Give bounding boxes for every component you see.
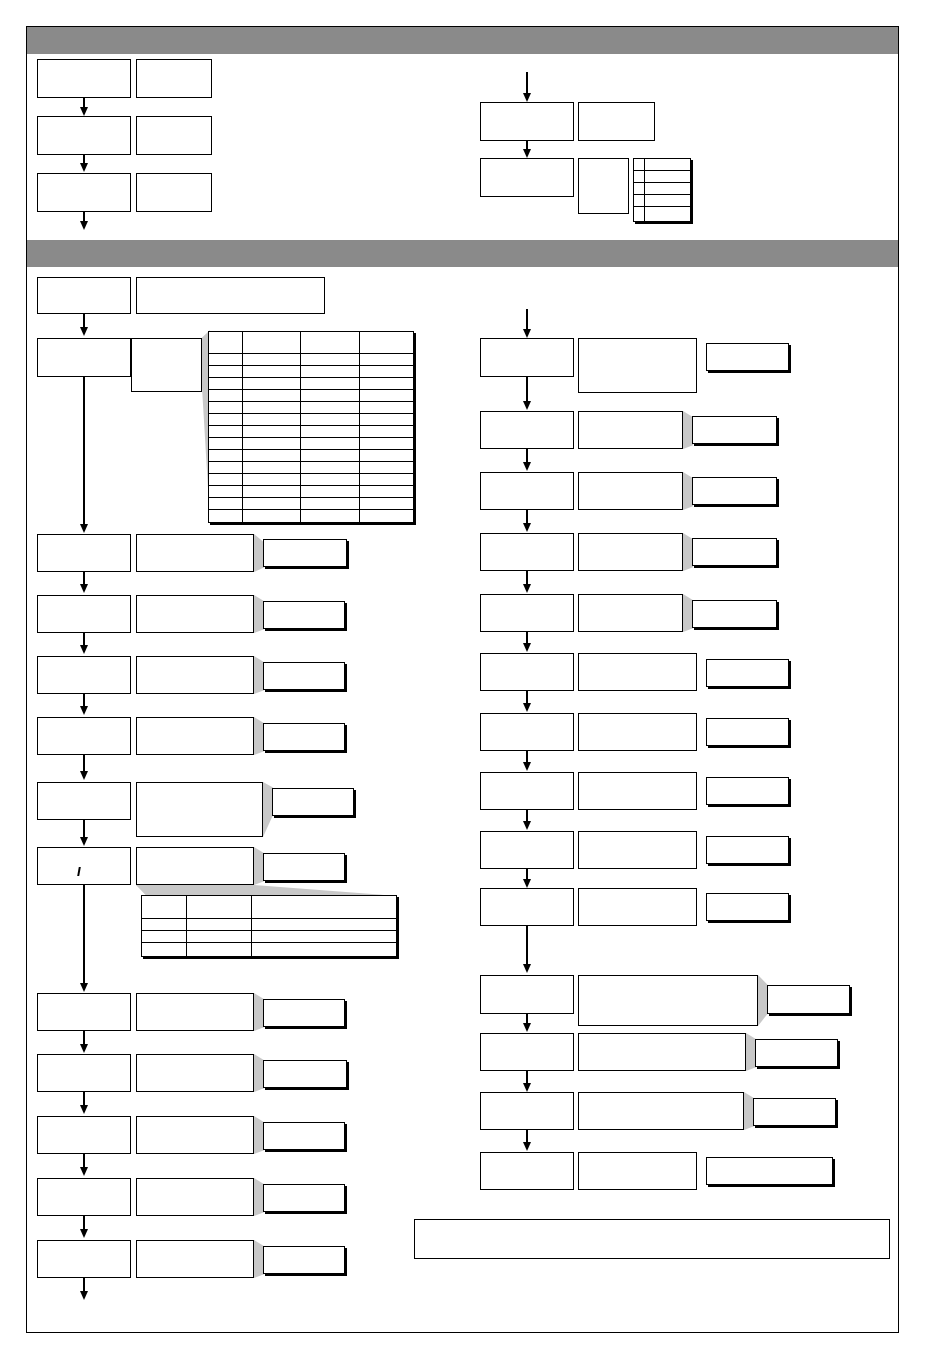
setting-box [692,416,777,444]
flow-step-box [480,472,574,510]
setting-box [263,999,345,1027]
flow-arrowhead [80,1167,88,1176]
option-table-medium [141,895,397,957]
parameter-table-large [208,331,414,523]
flow-step-box [37,717,131,755]
value-box [136,116,212,155]
flow-step-box [37,173,131,212]
flow-step-box [37,534,131,572]
flow-step-box [37,847,131,885]
flow-connector [526,571,528,585]
flow-arrowhead [80,107,88,116]
description-box [136,717,254,755]
description-box [136,782,263,837]
flow-connector [83,314,85,328]
flow-step-box [480,831,574,869]
flow-step-box [480,158,574,197]
flow-arrowhead [523,879,531,888]
flow-arrowhead [80,645,88,654]
flow-arrowhead [80,327,88,336]
value-box [136,173,212,212]
description-box [136,656,254,694]
flow-arrowhead [80,584,88,593]
flow-arrowhead [523,93,531,102]
description-box [136,1240,254,1278]
flow-arrowhead [80,1105,88,1114]
setting-box [263,1122,345,1150]
description-box [578,533,683,571]
flow-connector [83,755,85,772]
flow-step-box [37,338,131,377]
footnote-box [414,1219,890,1259]
flow-connector [83,885,85,984]
flow-arrowhead [523,584,531,593]
description-box [136,595,254,633]
flow-arrowhead [523,703,531,712]
setting-box [706,836,789,864]
setting-box [706,777,789,805]
section-header-band-1 [27,27,898,54]
setting-box [263,1184,345,1212]
flow-connector [83,1278,85,1292]
setting-box [706,893,789,921]
flow-connector [83,820,85,838]
description-box [578,713,697,751]
flow-step-box [37,1116,131,1154]
setting-box [692,600,777,628]
description-box [578,411,683,449]
flow-step-box [480,1092,574,1130]
setting-box [767,985,850,1014]
description-box [136,847,254,885]
setting-box [706,718,789,746]
flow-connector [526,510,528,524]
flow-arrowhead [80,163,88,172]
flow-step-box [37,116,131,155]
flow-arrowhead [80,524,88,533]
setting-box [692,477,777,505]
setting-box [263,662,345,690]
flow-connector [83,377,85,525]
flow-arrowhead [523,523,531,532]
flow-arrowhead [523,821,531,830]
flow-arrowhead [523,1023,531,1032]
flow-connector [83,1092,85,1106]
flow-connector [526,72,528,94]
description-box [578,1092,744,1130]
flow-step-box [37,656,131,694]
value-box [136,59,212,98]
flow-step-box [480,975,574,1014]
flow-arrowhead [80,1291,88,1300]
flow-connector [83,1216,85,1230]
description-box [578,975,758,1026]
description-box [578,653,697,691]
flow-step-box [480,1033,574,1071]
description-box [136,1054,254,1092]
setting-box [263,1060,347,1088]
flow-connector [526,309,528,330]
flow-step-box [37,595,131,633]
flow-step-box [37,1240,131,1278]
flow-arrowhead [80,221,88,230]
setting-box [272,788,354,816]
flow-arrowhead [80,1229,88,1238]
setting-box [706,659,789,687]
description-box [136,1116,254,1154]
flow-arrowhead [523,762,531,771]
setting-box [706,343,789,371]
setting-box [263,853,345,881]
flow-step-box [37,59,131,98]
flow-arrowhead [523,149,531,158]
description-box [136,1178,254,1216]
flow-arrowhead [80,983,88,992]
flow-arrowhead [80,771,88,780]
value-box [131,338,202,392]
description-box [578,888,697,926]
flow-arrowhead [80,1044,88,1053]
description-box [578,338,697,393]
flow-arrowhead [523,1142,531,1151]
flow-connector [83,1031,85,1045]
flow-arrowhead [80,706,88,715]
section-header-band-2 [27,240,898,267]
flow-step-box [480,533,574,571]
flow-arrowhead [523,329,531,338]
flow-step-box [37,782,131,820]
flow-step-box [480,102,574,141]
flow-connector [526,377,528,402]
setting-box [263,723,345,751]
value-box [578,158,629,214]
option-table-small [633,158,691,222]
setting-box [753,1098,836,1126]
flow-step-box [480,338,574,377]
value-box [578,102,655,141]
flow-arrowhead [523,964,531,973]
description-box [136,277,325,314]
setting-box [692,538,777,566]
flow-step-box [480,888,574,926]
flow-connector [526,926,528,965]
flow-step-box [480,772,574,810]
flow-step-box [480,713,574,751]
flow-step-box [37,1054,131,1092]
flow-connector [526,449,528,463]
flow-step-box [37,277,131,314]
flow-step-box [480,653,574,691]
flow-arrowhead [523,401,531,410]
setting-box [263,601,345,629]
setting-box [755,1039,838,1067]
flow-arrowhead [80,837,88,846]
description-box [578,472,683,510]
flow-connector [83,1154,85,1168]
description-box [578,772,697,810]
flow-arrowhead [523,462,531,471]
flow-arrowhead [523,1083,531,1092]
flow-step-box [37,993,131,1031]
setting-box [706,1157,833,1185]
setting-box [263,1246,345,1274]
flow-step-box [480,411,574,449]
flow-step-box [480,594,574,632]
flow-arrowhead [523,643,531,652]
description-box [578,1033,746,1071]
flow-step-box [37,1178,131,1216]
description-box [578,1152,697,1190]
description-box [578,594,683,632]
description-box [136,534,254,572]
description-box [136,993,254,1031]
setting-box [263,539,347,567]
flow-step-box [480,1152,574,1190]
description-box [578,831,697,869]
